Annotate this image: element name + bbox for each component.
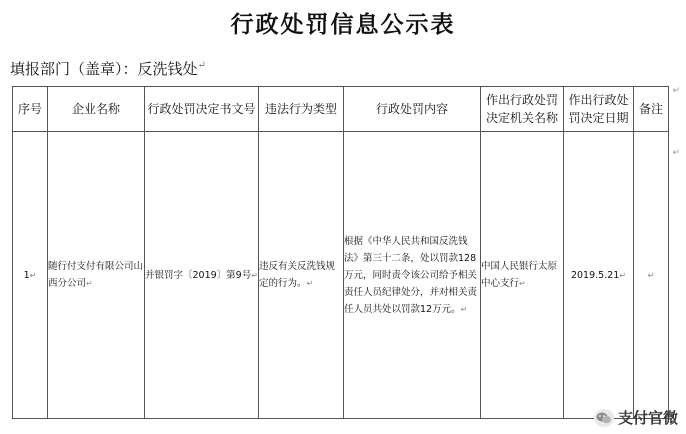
header-serial-no: 序号 [13,87,48,132]
return-mark: ↵ [86,279,93,288]
table-row [13,132,669,419]
cell-serial-no [13,132,48,419]
cell-serial-no-text: 1 [23,269,30,281]
cell-decision-doc-no-text: 并银罚字〔2019〕第9号 [145,269,252,281]
cell-violation-type [259,132,344,419]
table-corner-mark: ↵ [672,148,680,158]
cell-company-name-text: 随行付支付有限公司山西分公司 [48,261,144,289]
penalty-table [12,86,669,419]
reporting-department-text: 填报部门（盖章）：反洗钱处 [10,60,198,78]
header-company-name: 企业名称 [48,87,145,132]
return-mark: ↵ [460,304,468,314]
return-mark: ↵ [519,279,526,288]
reporting-department [10,58,206,79]
return-mark: ↵ [29,270,37,280]
page-title: 行政处罚信息公示表 [230,12,456,38]
header-remark: 备注 [634,87,669,132]
watermark-text: 支付官微 [617,409,678,427]
table-header-row [13,87,669,132]
return-mark: ↵ [251,270,258,280]
cell-penalty-content [344,132,481,419]
watermark [594,407,678,428]
cell-decision-date-text: 2019.5.21 [570,269,620,281]
header-authority-name: 作出行政处罚决定机关名称 [481,87,564,132]
cell-violation-type-text: 违反有关反洗钱规定的行为。 [259,261,336,289]
cell-decision-doc-no [145,132,259,419]
cell-penalty-content-text: 根据《中华人民共和国反洗钱法》第三十二条，处以罚款128万元，同时责令该公司给予相关责任人员纪律处分，并对相关责任人员共处以罚款12万元。 [344,235,478,315]
return-mark: ↵ [619,270,627,280]
header-violation-type: 违法行为类型 [259,87,344,132]
cell-authority-name [481,132,564,419]
header-decision-date: 作出行政处罚决定日期 [564,87,634,132]
return-mark: ↵ [197,60,206,71]
return-mark: ↵ [306,279,314,288]
cell-decision-date [564,132,634,419]
cell-authority-name-text: 中国人民银行太原中心支行 [481,261,558,289]
return-mark: ↵ [647,270,655,280]
cell-company-name [48,132,145,419]
header-decision-doc-no: 行政处罚决定书文号 [145,87,259,132]
table-corner-mark-top: ↵ [672,86,680,96]
cell-remark [634,132,669,419]
header-penalty-content: 行政处罚内容 [344,87,481,132]
wechat-icon [594,409,614,427]
